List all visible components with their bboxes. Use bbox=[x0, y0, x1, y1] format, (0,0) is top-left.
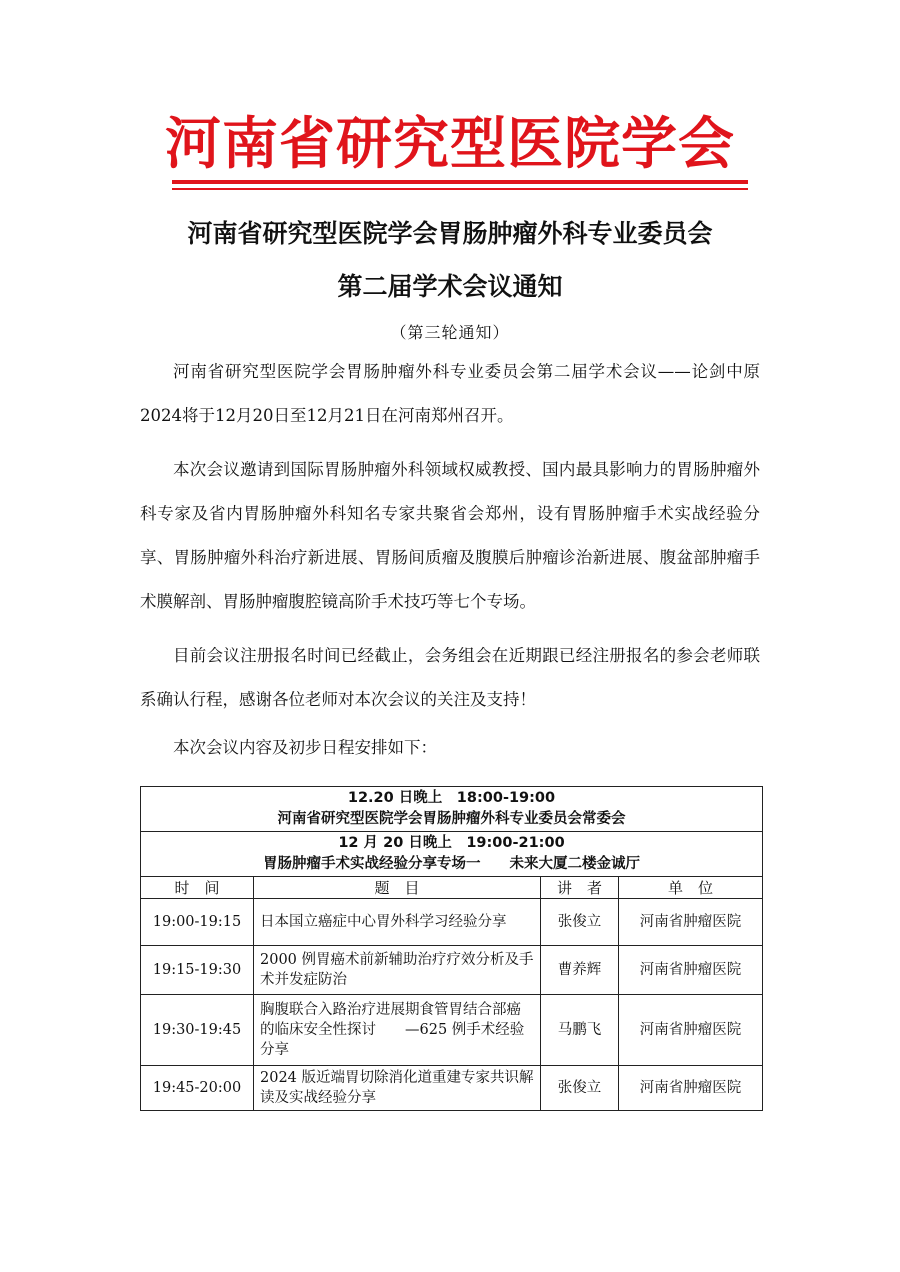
letterhead-rule-thin bbox=[172, 188, 748, 190]
row-time: 19:30-19:45 bbox=[141, 995, 254, 1066]
notice-title-line2: 第二届学术会议通知 bbox=[337, 272, 563, 301]
paragraph-registration: 目前会议注册报名时间已经截止，会务组会在近期跟已经注册报名的参会老师联系确认行程，感谢各位老师对本次会议的关注及支持！ bbox=[140, 646, 760, 709]
paragraph-schedule-intro: 本次会议内容及初步日程安排如下： bbox=[173, 738, 437, 757]
row-speaker: 马鹏飞 bbox=[541, 995, 619, 1066]
paragraph-invitation: 本次会议邀请到国际胃肠肿瘤外科领域权威教授、国内最具影响力的胃肠肿瘤外科专家及省内胃肠肿瘤外科知名专家共聚省会郑州，设有胃肠肿瘤手术实战经验分享、胃肠肿瘤外科治疗新进展、胃肠间质瘤及腹膜后肿瘤诊治新进展、腹盆部肿瘤手术膜解剖、胃肠肿瘤腹腔镜高阶手术技巧等七个专场。 bbox=[140, 460, 760, 611]
table-row bbox=[141, 946, 763, 995]
header-topic: 题 目 bbox=[254, 877, 541, 899]
table-row bbox=[141, 995, 763, 1066]
row-unit: 河南省肿瘤医院 bbox=[619, 946, 763, 995]
notice-title-line1: 河南省研究型医院学会胃肠肿瘤外科专业委员会 bbox=[187, 219, 713, 248]
row-time: 19:00-19:15 bbox=[141, 899, 254, 946]
row-unit: 河南省肿瘤医院 bbox=[619, 1066, 763, 1111]
row-speaker: 张俊立 bbox=[541, 1066, 619, 1111]
notice-round: （第三轮通知） bbox=[390, 323, 510, 342]
table-header-row bbox=[141, 877, 763, 899]
schedule-table bbox=[140, 786, 763, 1111]
row-speaker: 张俊立 bbox=[541, 899, 619, 946]
paragraph-intro: 河南省研究型医院学会胃肠肿瘤外科专业委员会第二届学术会议——论剑中原2024将于12月20日至12月21日在河南郑州召开。 bbox=[140, 362, 760, 425]
header-time: 时 间 bbox=[141, 877, 254, 899]
row-topic: 2024 版近端胃切除消化道重建专家共识解读及实战经验分享 bbox=[254, 1066, 541, 1111]
organization-letterhead: 河南省研究型医院学会 bbox=[165, 111, 735, 177]
letterhead-rule-thick bbox=[172, 180, 748, 184]
row-speaker: 曹养辉 bbox=[541, 946, 619, 995]
row-topic: 2000 例胃癌术前新辅助治疗疗效分析及手术并发症防治 bbox=[254, 946, 541, 995]
row-topic: 胸腹联合入路治疗进展期食管胃结合部癌的临床安全性探讨 —625 例手术经验分享 bbox=[254, 995, 541, 1066]
session1-time: 12.20 日晚上 18:00-19:00 bbox=[347, 790, 556, 806]
row-time: 19:45-20:00 bbox=[141, 1066, 254, 1111]
session1-name: 河南省研究型医院学会胃肠肿瘤外科专业委员会常委会 bbox=[277, 811, 626, 827]
table-row bbox=[141, 1066, 763, 1111]
header-speaker: 讲 者 bbox=[541, 877, 619, 899]
row-unit: 河南省肿瘤医院 bbox=[619, 899, 763, 946]
session2-name: 胃肠肿瘤手术实战经验分享专场一 未来大厦二楼金诚厅 bbox=[263, 856, 640, 872]
session2-time: 12 月 20 日晚上 19:00-21:00 bbox=[338, 835, 565, 851]
row-topic: 日本国立癌症中心胃外科学习经验分享 bbox=[254, 899, 541, 946]
session2-banner bbox=[141, 832, 763, 877]
header-unit: 单 位 bbox=[619, 877, 763, 899]
session1-banner bbox=[141, 787, 763, 832]
row-time: 19:15-19:30 bbox=[141, 946, 254, 995]
table-row bbox=[141, 899, 763, 946]
row-unit: 河南省肿瘤医院 bbox=[619, 995, 763, 1066]
